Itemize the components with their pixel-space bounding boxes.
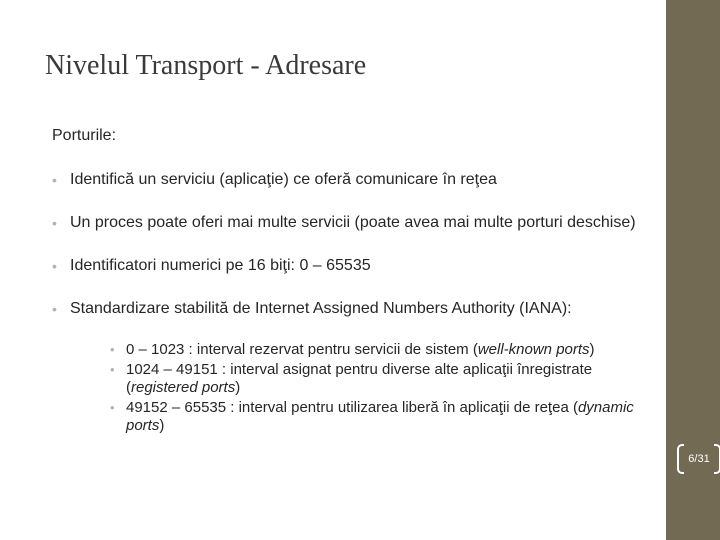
sub-bullet-suffix: ) xyxy=(235,379,241,396)
bullet-text: Identifică un serviciu (aplicaţie) ce oferă comunicare în reţea xyxy=(70,171,497,188)
bullet-item xyxy=(52,171,637,189)
sub-bullet-suffix: ) xyxy=(589,341,595,358)
bullet-dot-icon: • xyxy=(52,301,57,317)
sub-bullet-suffix: ) xyxy=(159,417,165,434)
page-number: 6/31 xyxy=(688,453,710,465)
slide-title: Nivelul Transport - Adresare xyxy=(45,50,367,81)
sub-bullet-item xyxy=(110,341,637,359)
intro-text: Porturile: xyxy=(52,127,117,144)
bullet-item xyxy=(52,300,637,435)
sub-bullet-item xyxy=(110,361,637,397)
slide-content xyxy=(52,127,637,460)
sub-bullet-emphasis: dynamic ports xyxy=(126,399,634,434)
sub-bullet-text: 1024 – 49151 : interval asignat pentru diverse alte aplicaţii înregistrate ( xyxy=(126,361,593,396)
bullet-item xyxy=(52,214,637,232)
bullet-dot-icon: • xyxy=(52,258,57,274)
bullet-text: Identificatori numerici pe 16 biţi: 0 – 65535 xyxy=(70,257,371,274)
bullet-text: Standardizare stabilită de Internet Assigned Numbers Authority (IANA): xyxy=(70,300,572,317)
bracket-right-icon xyxy=(714,444,720,474)
bracket-left-icon xyxy=(677,444,684,474)
sub-bullet-dot-icon: • xyxy=(110,342,115,357)
bullet-item xyxy=(52,257,637,275)
sub-bullet-text: 0 – 1023 : interval rezervat pentru servicii de sistem ( xyxy=(126,341,478,358)
sub-bullet-dot-icon: • xyxy=(110,362,115,377)
sub-bullet-dot-icon: • xyxy=(110,400,115,415)
page-number-badge xyxy=(677,444,720,474)
sub-bullet-emphasis: registered ports xyxy=(131,379,236,396)
sub-bullet-item xyxy=(110,399,637,435)
sub-bullet-text: 49152 – 65535 : interval pentru utilizarea liberă în aplicaţii de reţea ( xyxy=(126,399,578,416)
bullet-text: Un proces poate oferi mai multe servicii (poate avea mai multe porturi deschise) xyxy=(70,214,636,231)
sub-bullet-list xyxy=(110,341,637,435)
sub-bullet-emphasis: well-known ports xyxy=(477,341,590,358)
bullet-dot-icon: • xyxy=(52,172,57,188)
bullet-dot-icon: • xyxy=(52,215,57,231)
